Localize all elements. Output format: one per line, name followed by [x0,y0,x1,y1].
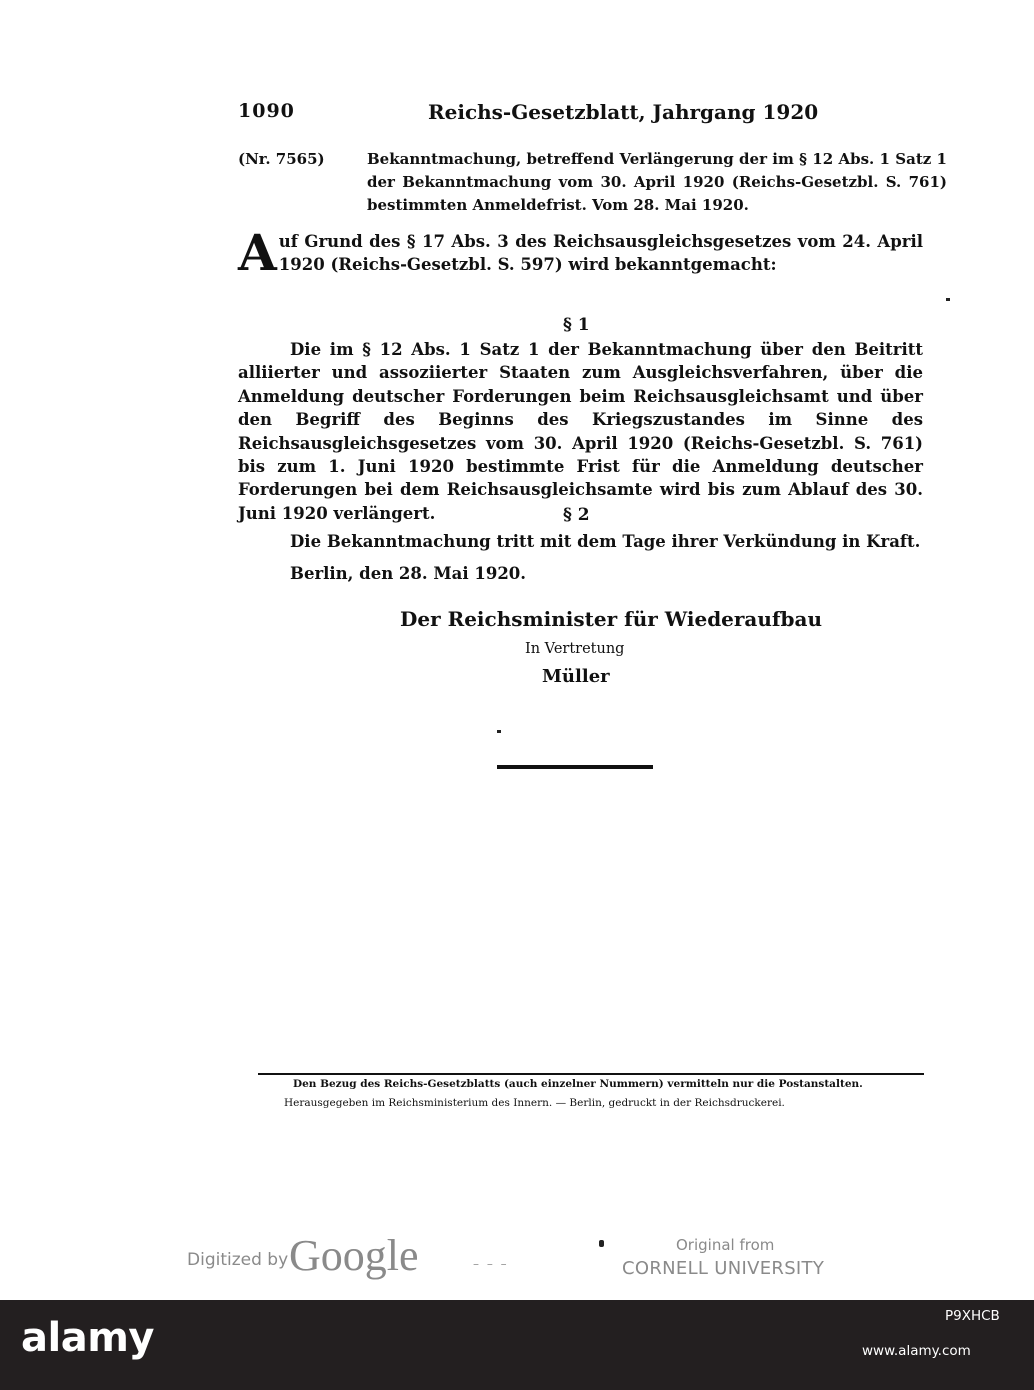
digitized-by-label: Digitized by [187,1250,289,1270]
closing-rule [497,765,653,769]
footer-rule [258,1073,924,1075]
section-1-text: Die im § 12 Abs. 1 Satz 1 der Bekanntmachung über den Beitritt alliierter und assoziierter Staaten zum Ausgleichsverfahren, über die Anmeldung deutscher Forderungen beim Reichsausgleichsamt und über den Begriff des Beginns des Kriegszustandes im Sinne des Reichsausgleichsgesetzes vom 30. April 1920 (Reichs-Gesetzbl. S. 761) bis zum 1. Juni 1920 bestimmte Frist für die Anmeldung deutscher Forderungen bei dem Reichsausgleichsamte wird bis zum Ablauf des 30. Juni 1920 verlängert. [238,340,923,523]
image-id: P9XHCB [945,1308,1000,1324]
original-from-label: Original from [676,1236,775,1254]
announcement-number: (Nr. 7565) [238,150,325,168]
drop-cap-initial: A [238,223,277,282]
scan-dash-mark: – – – [473,1257,509,1271]
signatory-role: In Vertretung [525,641,625,657]
footer-note-distribution: Den Bezug des Reichs-Gesetzblatts (auch einzelner Nummern) vermitteln nur die Postanstalten. [293,1078,863,1090]
section-1-heading: § 1 [563,315,590,335]
preamble-text: uf Grund des § 17 Abs. 3 des Reichsausgleichsgesetzes vom 24. April 1920 (Reichs-Gesetzbl. S. 597) wird bekanntgemacht: [278,232,923,275]
signatory-name: Müller [542,666,610,687]
section-2-text: Die Bekanntmachung tritt mit dem Tage ihrer Verkündung in Kraft. [290,532,921,551]
google-logo: Google [289,1231,419,1280]
publication-title: Reichs-Gesetzblatt, Jahrgang 1920 [428,100,819,124]
footer-note-publisher: Herausgegeben im Reichsministerium des Innern. — Berlin, gedruckt in der Reichsdruckerei. [284,1097,785,1109]
print-speck [946,298,950,301]
institution-name: CORNELL UNIVERSITY [622,1258,825,1279]
announcement-title: Bekanntmachung, betreffend Verlängerung der im § 12 Abs. 1 Satz 1 der Bekanntmachung vom 30. April 1920 (Reichs-Gesetzbl. S. 761) bestimmten Anmeldefrist. Vom 28. Mai 1920. [367,150,947,214]
alamy-logo[interactable]: alamy [21,1315,154,1361]
page-number: 1090 [238,100,295,122]
print-speck [497,730,501,733]
site-url-link[interactable]: www.alamy.com [862,1343,971,1359]
place-and-date: Berlin, den 28. Mai 1920. [290,564,527,583]
signatory-title: Der Reichsminister für Wiederaufbau [400,607,823,631]
preamble-paragraph [238,223,923,282]
section-2-heading: § 2 [563,505,590,525]
scan-dot-mark [599,1240,604,1247]
